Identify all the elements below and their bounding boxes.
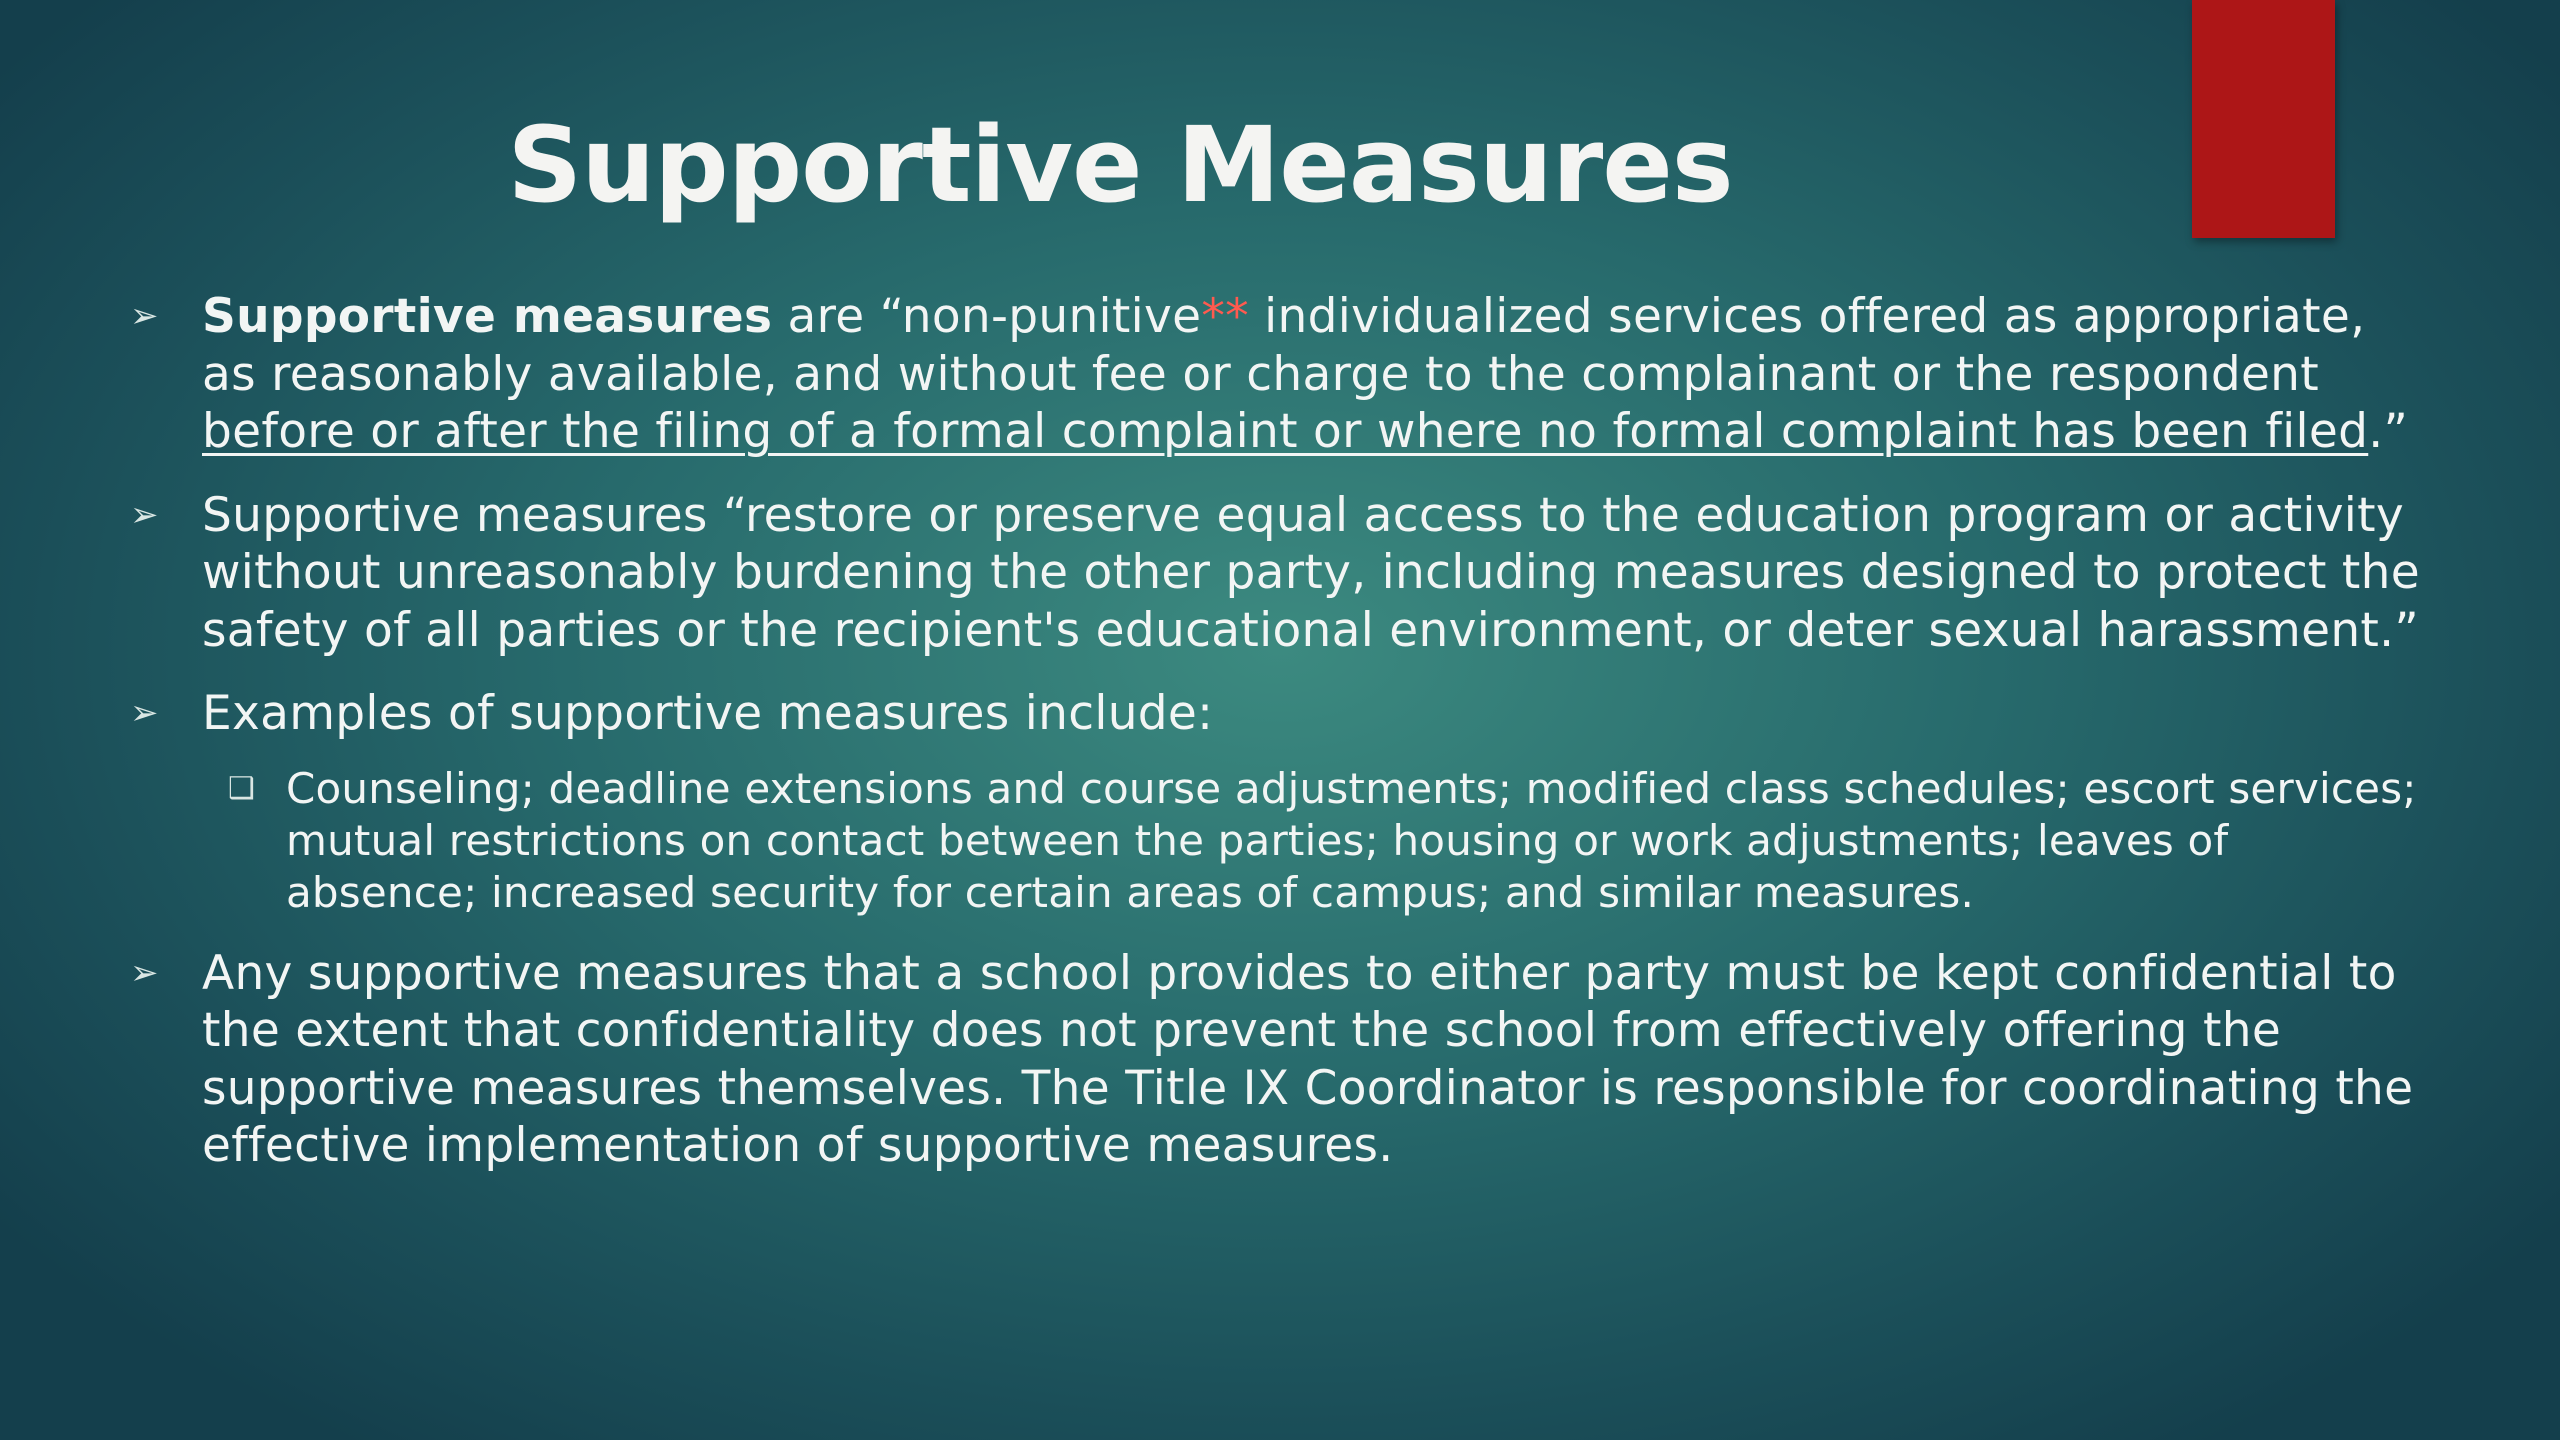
- sub-bullet-list: [202, 763, 2430, 919]
- sub-bullet-text: Counseling; deadline extensions and course adjustments; modified class schedules; escort services; mutual restrictions on contact between the parties; housing or work adjustments; leaves of absence; increased security for certain areas of campus; and similar measures.: [286, 763, 2417, 917]
- arrowhead-bullet-icon: ➢: [130, 494, 159, 535]
- bullet-bold-lead: Supportive measures: [202, 289, 773, 344]
- bullet-text: Any supportive measures that a school provides to either party must be kept confidential to the extent that confidentiality does not prevent the school from effectively offering the supportive measures themselves. The Title IX Coordinator is responsible for coordinating the effective implementation of supportive measures.: [202, 945, 2414, 1173]
- bullet-item: [130, 487, 2430, 660]
- slide-title: Supportive Measures: [507, 104, 1733, 226]
- footnote-marker: **: [1201, 289, 1249, 344]
- bullet-item: [130, 685, 2430, 919]
- arrowhead-bullet-icon: ➢: [130, 296, 159, 336]
- bullet-item: [130, 288, 2430, 461]
- bullet-text: Supportive measures “restore or preserve equal access to the education program or activity without unreasonably burdening the other party, including measures designed to protect the safety of all parties or the recipient's educational environment, or deter sexual harassment.”: [202, 487, 2420, 658]
- bullet-item: [130, 945, 2430, 1175]
- bullet-text: .”: [2368, 404, 2409, 459]
- bullet-text: Examples of supportive measures include:: [202, 686, 1214, 741]
- bullet-list: [130, 288, 2430, 1201]
- bullet-text: are “non-punitive: [772, 289, 1202, 344]
- arrowhead-bullet-icon: ➢: [130, 693, 159, 733]
- bullet-text: individualized services offered as appropriate, as reasonably available, and without fee or charge to the complainant or the respondent: [202, 289, 2366, 402]
- arrowhead-bullet-icon: ➢: [130, 952, 159, 993]
- shadowed-square-bullet-icon: ❑: [228, 770, 256, 806]
- sub-bullet-item: [202, 763, 2430, 919]
- underlined-text: before or after the filing of a formal complaint or where no formal complaint has been filed: [202, 404, 2369, 459]
